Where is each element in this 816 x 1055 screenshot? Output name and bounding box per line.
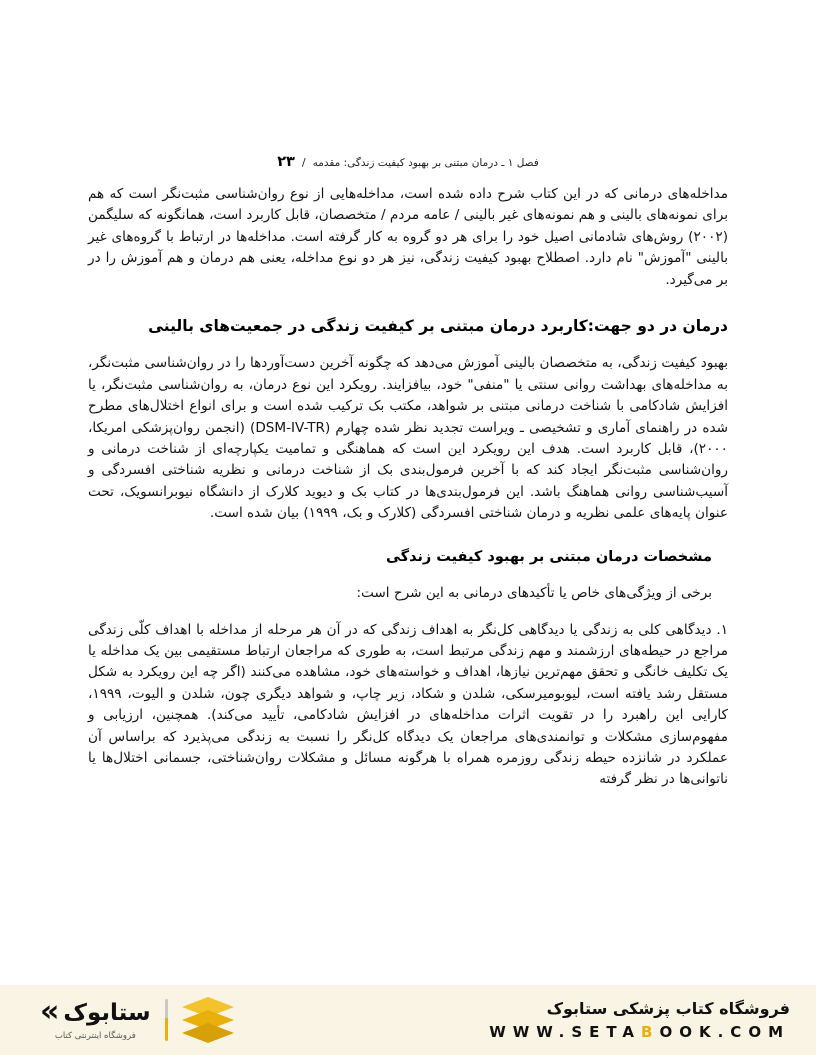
paragraph-clinical-application: بهبود کیفیت زندگی، به متخصصان بالینی آموزش می‌دهد که چگونه آخرین دست‌آوردها را در روان‌شناسی مثبت‌نگر، به مداخله‌های بهداشت روانی سنتی یا "منفی" خود، بیافزایند. رویکرد این نوع درمان، به روان‌شناسی مثبت‌نگر، یا افزایش شادکامی با شناخت درمانی مبتنی بر شواهد، مکتب بک ترکیب شده است و برای انواع اختلال‌های مطرح شده در راهنمای آماری و تشخیصی ـ ویراست تجدید نظر شده چهارم (DSM-IV-TR) (انجمن روان‌پزشکی امریکا، ۲۰۰۰)، قابل کاربرد است. هدف این رویکرد این است که هماهنگی و تمامیت یکپارچه‌ای از شناخت درمانی و روان‌شناسی مثبت‌نگر ایجاد کند که با آخرین فرمول‌بندی بک از شناخت درمانی و نظریه شناختی افسردگی و آسیب‌شناسی روانی هماهنگ باشد. این فرمول‌بندی‌ها در کتاب بک و دیوید کلارک از دانشگاه نیوبرانسویک، تحت عنوان پایه‌های علمی نظریه و درمان شناختی افسردگی (کلارک و بک، ۱۹۹۹) بیان شده است.	[88, 355, 729, 522]
page-number: ۲۳	[277, 154, 295, 170]
url-prefix: WWW.SETA	[489, 1023, 642, 1041]
book-stack-icon	[182, 997, 234, 1043]
footer-banner	[0, 985, 816, 1055]
section-heading-characteristics: مشخصات درمان مبتنی بر بهبود کیفیت زندگی	[385, 548, 712, 565]
logo-tagline: فروشگاه اینترنتی کتاب	[54, 1031, 136, 1041]
footer-store-info	[489, 999, 790, 1041]
url-suffix: OOK.COM	[659, 1023, 790, 1041]
store-name: فروشگاه کتاب پزشکی ستابوک	[546, 999, 790, 1018]
header-separator: /	[301, 156, 306, 169]
section-heading-two-directions: درمان در دو جهت:کاربرد درمان مبتنی بر کیفیت زندگی در جمعیت‌های بالینی	[148, 317, 728, 336]
logo-brand-text: ستابوک	[63, 1000, 151, 1027]
double-chevron-icon: «	[40, 994, 60, 1029]
page-body	[88, 184, 728, 791]
store-url[interactable]	[489, 1023, 790, 1041]
logo-wordmark	[40, 994, 151, 1041]
list-item-1-text: دیدگاهی کلی به زندگی یا دیدگاهی کل‌نگر به اهداف زندگی که در آن هر مرحله از مداخله با اهداف کلّی زندگی مراجع در حیطه‌های ارزشمند و مهم زندگی مرتبط است، به طوری که مراجعان ارتباط مستقیمی بین یک مداخله یا یک تکلیف خانگی و تحقق مهم‌ترین نیازها، اهداف و خواسته‌های خود، مشاهده می‌کنند (اگر چه این رویکرد به شکل مستقل رشد یافته است، لیوبومیرسکی، شلدن و شکاد، زیر چاپ، و شواهد دیگری چون، شلدن و الیوت، ۱۹۹۹، کارایی این راهبرد را در تقویت اثرات مداخله‌های در افزایش شادکامی، تأیید می‌کند). همچنین، ارزیابی و مفهوم‌سازی مشکلات و توانمندی‌های مراجعان یک دیدگاه کل‌نگر را نسبت به زندگی می‌پذیرد که براساس آن عملکرد در شانزده حیطه زندگی روزمره همراه با هرگونه مسائل و مشکلات روان‌شناختی، جسمانی اختلال‌ها یا ناتوانی‌ها در نظر گرفته	[88, 621, 728, 788]
logo-divider	[165, 999, 168, 1041]
paragraph-interventions: مداخله‌های درمانی که در این کتاب شرح داده شده است، مداخله‌هایی از نوع روان‌شناسی مثبت‌نگر است که هم برای نمونه‌های بالینی و هم نمونه‌های غیر بالینی / عامه مردم / متخصصان، قابل کاربرد است، همانگونه که سلیگمن (۲۰۰۲) روش‌های شادمانی اصیل خود را برای هر دو گروه به کار گرفته است. مداخله‌ها در ارتباط با گروه‌های غیر بالینی "آموزش" نام دارد. اصطلاح بهبود کیفیت زندگی، نیز هر دو نوع مداخله، یعنی هم درمان و هم آموزش را در بر می‌گیرد.	[88, 186, 728, 288]
url-highlight: B	[641, 1023, 660, 1041]
list-item-1-number: ۱.	[716, 621, 728, 638]
chapter-title: فصل ۱ ـ درمان مبتنی بر بهبود کیفیت زندگی: مقدمه	[312, 157, 539, 169]
setabook-logo	[40, 994, 234, 1043]
list-intro-line: برخی از ویژگی‌های خاص یا تأکیدهای درمانی به این شرح است:	[356, 585, 712, 602]
running-header	[0, 154, 816, 170]
list-item-1	[88, 620, 728, 791]
